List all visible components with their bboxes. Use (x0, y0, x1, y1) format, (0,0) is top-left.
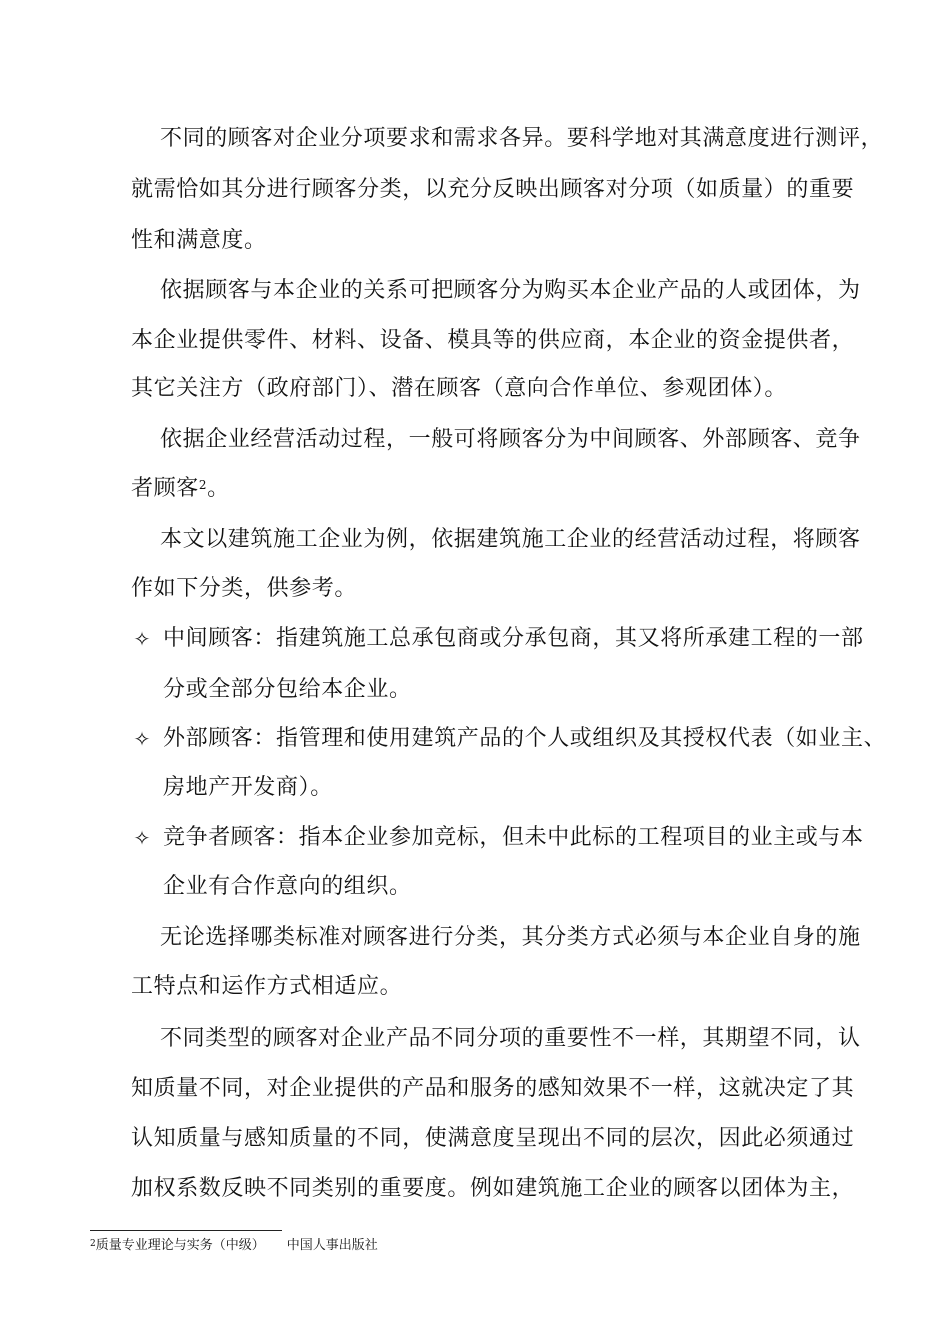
diamond-bullet-icon: ✧ (133, 727, 151, 751)
bullet-1-line-1: 中间顾客：指建筑施工总承包商或分承包商，其又将所承建工程的一部 (163, 626, 864, 651)
footnote-number: 2 (90, 1239, 96, 1249)
paragraph-3-text: 者顾客 (131, 476, 199, 501)
bullet-3-line-1: 竞争者顾客：指本企业参加竞标，但未中此标的工程项目的业主或与本 (163, 825, 864, 850)
footnote-reference[interactable]: 2 (198, 478, 208, 492)
paragraph-4-line-2: 作如下分类，供参考。 (131, 576, 358, 601)
bullet-2-line-1: 外部顾客：指管理和使用建筑产品的个人或组织及其授权代表（如业主、 (163, 726, 887, 751)
diamond-bullet-icon: ✧ (133, 627, 151, 651)
closing-paragraph-1-line-1: 无论选择哪类标准对顾客进行分类，其分类方式必须与本企业自身的施 (160, 925, 861, 950)
bullet-2-line-2: 房地产开发商）。 (163, 775, 333, 800)
paragraph-2-line-1: 依据顾客与本企业的关系可把顾客分为购买本企业产品的人或团体，为 (160, 278, 861, 303)
paragraph-2-line-2: 本企业提供零件、材料、设备、模具等的供应商，本企业的资金提供者， (131, 328, 855, 353)
paragraph-1-line-1: 不同的顾客对企业分项要求和需求各异。要科学地对其满意度进行测评， (160, 126, 884, 151)
closing-paragraph-1-line-2: 工特点和运作方式相适应。 (131, 974, 403, 999)
paragraph-1-line-2: 就需恰如其分进行顾客分类，以充分反映出顾客对分项（如质量）的重要 (131, 177, 855, 202)
footnote-text: 质量专业理论与实务（中级） (95, 1238, 265, 1253)
paragraph-3-end: 。 (207, 476, 230, 501)
closing-paragraph-2-line-1: 不同类型的顾客对企业产品不同分项的重要性不一样，其期望不同，认 (160, 1026, 861, 1051)
diamond-bullet-icon: ✧ (133, 826, 151, 850)
closing-paragraph-2-line-4: 加权系数反映不同类别的重要度。例如建筑施工企业的顾客以团体为主， (131, 1176, 855, 1201)
paragraph-4-line-1: 本文以建筑施工企业为例，依据建筑施工企业的经营活动过程，将顾客 (160, 527, 861, 552)
paragraph-2-line-3: 其它关注方（政府部门）、潜在顾客（意向合作单位、参观团体）。 (131, 376, 788, 401)
paragraph-3-line-1: 依据企业经营活动过程，一般可将顾客分为中间顾客、外部顾客、竞争 (160, 427, 861, 452)
paragraph-1-line-3: 性和满意度。 (131, 228, 267, 253)
closing-paragraph-2-line-2: 知质量不同，对企业提供的产品和服务的感知效果不一样，这就决定了其 (131, 1076, 855, 1101)
bullet-1-line-2: 分或全部分包给本企业。 (163, 677, 412, 702)
footnote (90, 1237, 378, 1255)
footnote-separator (90, 1230, 282, 1231)
bullet-3-line-2: 企业有合作意向的组织。 (163, 874, 412, 899)
closing-paragraph-2-line-3: 认知质量与感知质量的不同，使满意度呈现出不同的层次，因此必须通过 (131, 1126, 855, 1151)
paragraph-3-line-2 (131, 474, 230, 504)
footnote-publisher: 中国人事出版社 (286, 1238, 378, 1253)
